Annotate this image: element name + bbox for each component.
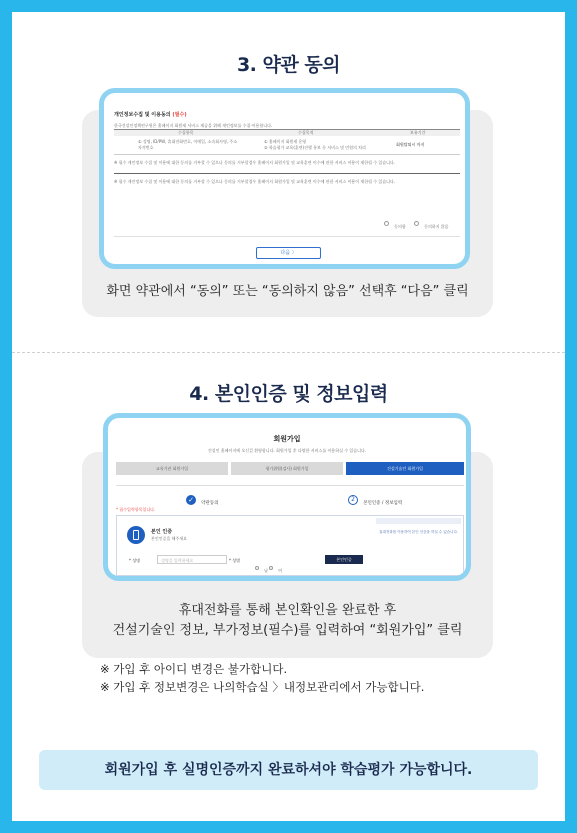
section-divider — [12, 352, 565, 353]
terms-divider — [114, 173, 460, 174]
info-banner: 회원가입 후 실명인증까지 완료하셔야 학습평가 가능합니다. — [39, 750, 538, 790]
terms-cell-period: 회원탈퇴시 까지 — [396, 142, 425, 147]
male-radio-circle — [255, 566, 259, 570]
step3-caption: 화면 약관에서 “동의” 또는 “동의하지 않음” 선택후 “다음” 클릭 — [106, 284, 469, 299]
terms-col-2: 수집목적 — [298, 130, 314, 135]
step-two-icon: 2 — [348, 495, 358, 505]
terms-bottom-divider — [114, 236, 460, 237]
terms-col-3: 보유기간 — [410, 130, 426, 135]
terms-col-1: 수집항목 — [178, 130, 194, 135]
next-button[interactable]: 다음 〉 — [256, 247, 321, 259]
step3-title: 3. 약관 동의 — [236, 54, 341, 76]
step4-caption — [82, 601, 493, 641]
agree-radio-circle — [384, 221, 389, 226]
agree-radio[interactable]: 동의함 — [384, 213, 406, 232]
note-item: ※ 가입 후 정보변경은 나의학습실 〉내정보관리에서 가능합니다. — [100, 679, 425, 694]
gender-male-radio[interactable]: 남 — [255, 557, 268, 576]
check-icon: ✓ — [186, 495, 196, 505]
note-item: ※ 가입 후 아이디 변경은 불가합니다. — [100, 662, 288, 676]
name-label: * 성명 — [129, 558, 140, 563]
step3-screenshot — [99, 88, 470, 269]
terms-note-1: ※ 필수 개인정보 수집 및 이용에 대한 동의를 거부할 수 있으나 동의를 거부할경우 홈페이지 회원가입 및 교육훈련 이수에 관한 서비스 이용이 제한될 수 있습니다. — [114, 160, 396, 165]
step4-caption-line2: 건설기술인 정보, 부가정보(필수)를 입력하여 “회원가입” 클릭 — [112, 623, 463, 639]
auth-button[interactable]: 본인인증 — [325, 555, 363, 564]
required-note: * 필수입력항목입니다. — [116, 507, 156, 512]
tab-engineer[interactable]: 건설기술인 회원가입 — [346, 462, 464, 475]
step4-screenshot — [103, 413, 471, 581]
signup-heading: 회원가입 — [273, 435, 301, 443]
gender-label: * 성별 — [229, 558, 240, 563]
disagree-radio-circle — [414, 221, 419, 226]
terms-table — [114, 129, 460, 155]
auth-desc: 본인인증을 해주세요 — [151, 536, 188, 541]
auth-hint-bar: 휴대전화를 이용하여 본인 인증을 하실 수 있습니다. — [376, 518, 461, 524]
terms-cell-items-1: ① 성명, ID/PW, 휴대전화번호, 이메일, 소속회사명, 주소 — [138, 139, 238, 144]
progress-step-2: 2 본인인증 / 정보입력 — [348, 489, 402, 508]
disagree-radio[interactable]: 동의하지 않음 — [414, 213, 449, 232]
terms-cell-purpose-1: ① 홈페이지 회원제 운영 — [264, 139, 307, 144]
tab-evaluator[interactable]: 평가위원(검사) 회원가입 — [231, 462, 343, 475]
name-input[interactable]: 성명을 입력하세요 — [157, 555, 227, 564]
gender-female-radio[interactable]: 여 — [269, 557, 282, 576]
step4-caption-line1: 휴대전화를 통해 본인확인을 완료한 후 — [178, 603, 397, 618]
terms-note-2: ※ 필수 개인정보 수집 및 이용에 대한 동의를 거부할 수 있으나 동의를 거부할경우 홈페이지 회원가입 및 교육훈련 이수에 관한 서비스 이용이 제한될 수 있습니다. — [114, 179, 396, 184]
signup-subtitle: 건설인 홈페이지에 오신걸 환영합니다. 회원가입 후 다양한 서비스를 이용하실 수 있습니다. — [207, 448, 367, 453]
step4-title: 4. 본인인증 및 정보입력 — [189, 383, 388, 405]
terms-intro: 한국건설인정책연구원은 홈페이지 회원제 서비스 제공을 위해 개인정보를 수집·이용합니다. — [114, 123, 273, 128]
tab-institution[interactable]: 교육기관 회원가입 — [116, 462, 228, 475]
female-radio-circle — [269, 566, 273, 570]
terms-cell-items-2: 자격번호 — [138, 145, 154, 150]
progress-step-1: ✓ 약관동의 — [186, 489, 218, 508]
terms-cell-purpose-2: ② 학습평가 교육(훈련)진행 통보 등 서비스 및 민원의 처리 — [264, 145, 366, 150]
steps-top-line — [116, 485, 464, 486]
terms-table-header — [114, 130, 460, 136]
phone-auth-icon — [127, 526, 145, 544]
auth-title: 본인 인증 — [151, 529, 173, 535]
notes — [100, 661, 424, 697]
terms-heading: 개인정보수집 및 이용동의 (필수) — [114, 112, 187, 118]
auth-box — [116, 515, 464, 576]
phone-icon-shape — [133, 530, 139, 540]
